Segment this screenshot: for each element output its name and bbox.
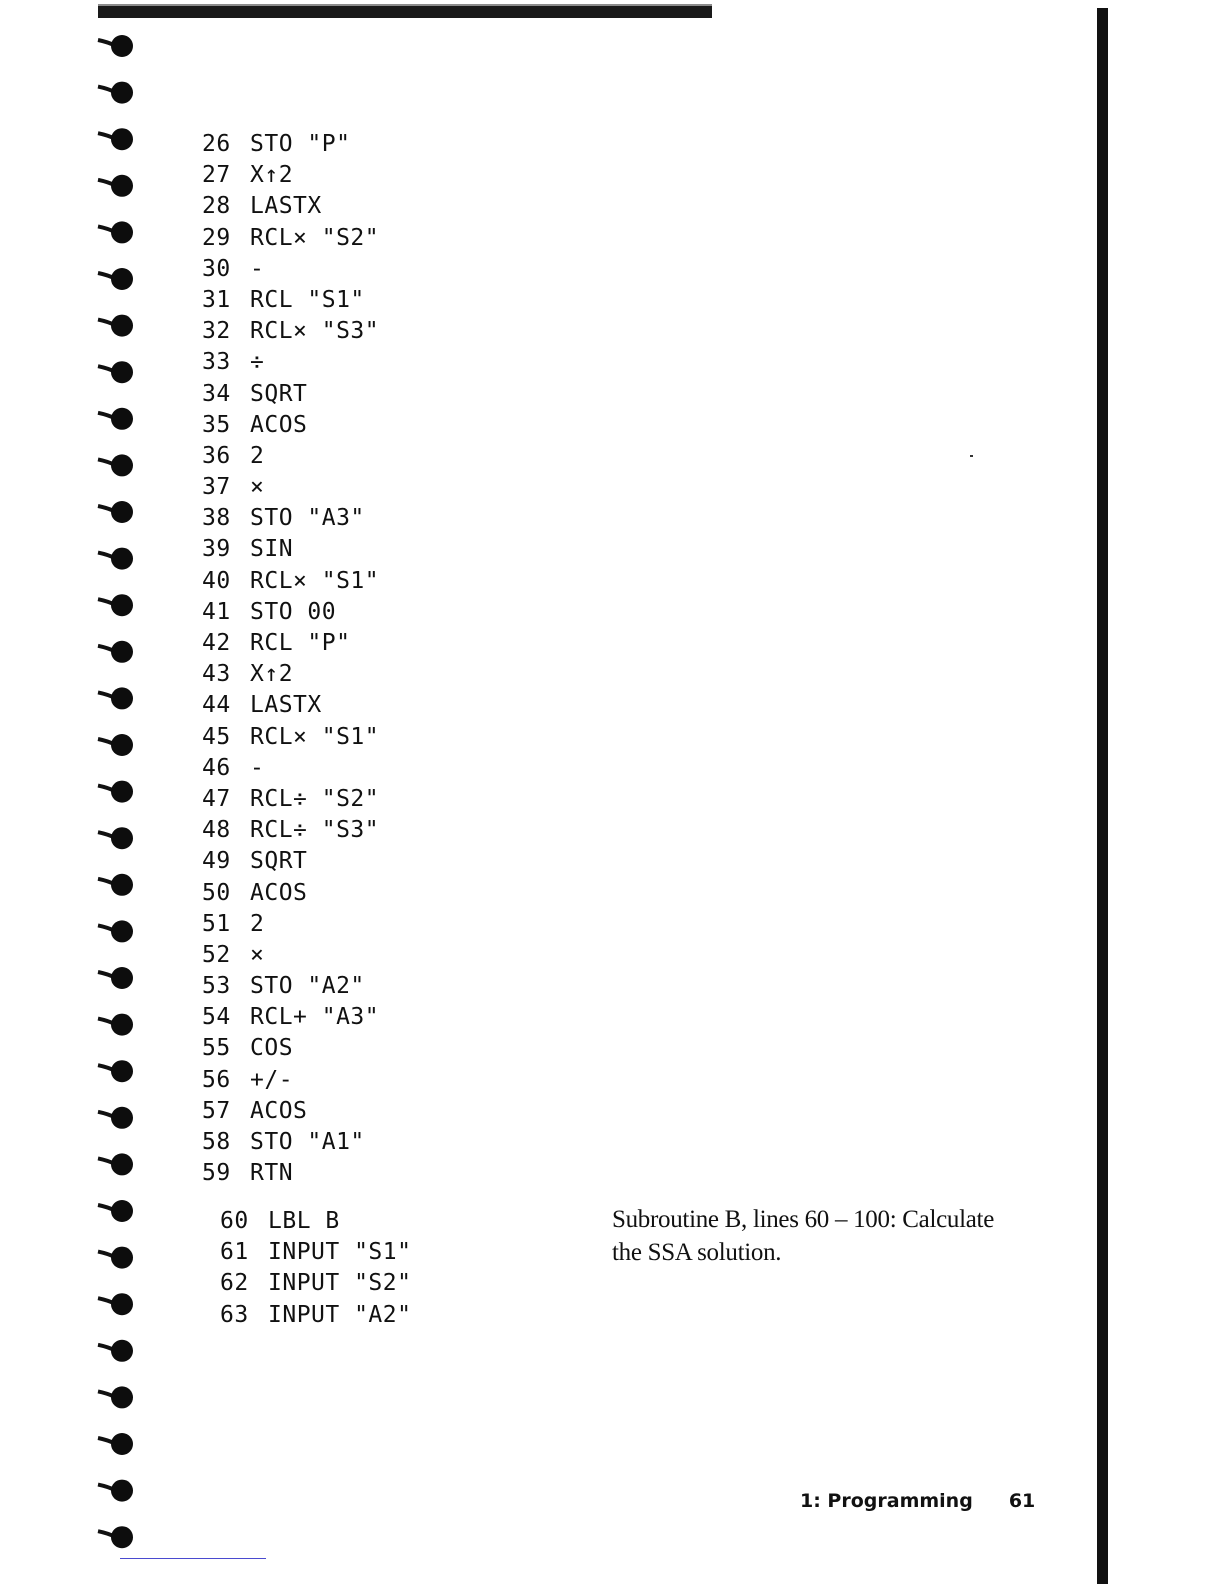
code-line: 32 RCL× "S3" [202,318,380,345]
binding-hole-icon [98,1386,133,1408]
caption-line-2: the SSA solution. [612,1239,782,1266]
code-line: 58 STO "A1" [202,1129,365,1155]
program-listing-lines-60-63 [220,1206,411,1331]
code-line: 26 STO "P" [202,131,351,157]
spiral-binding [96,30,148,1584]
binding-hole-icon [98,221,133,243]
binding-hole-icon [98,175,133,197]
binding-hole-icon [98,967,133,989]
binding-hole-icon [98,1340,133,1362]
binding-hole-icon [98,128,133,150]
stray-mark [970,455,973,457]
code-line: 61 INPUT "S1" [220,1239,412,1266]
code-line: 45 RCL× "S1" [202,723,380,750]
binding-hole-icon [98,781,133,803]
binding-hole-icon [98,1060,133,1082]
binding-hole-icon [98,1480,133,1502]
code-line: 31 RCL "S1" [202,286,365,313]
code-line: 34 SQRT [202,380,308,407]
page-number: 61 [1008,1490,1036,1512]
page-footer [800,1490,1035,1512]
code-line: 51 2 [202,910,265,937]
binding-hole-icon [98,454,133,476]
code-line: 30 - [202,255,265,282]
code-line: 38 STO "A3" [202,505,365,532]
code-line: 48 RCL÷ "S3" [202,817,380,844]
code-line: 41 STO 00 [202,598,337,625]
top-border [98,6,712,18]
binding-hole-icon [98,1526,133,1548]
binding-hole-icon [98,641,133,663]
code-line: 50 ACOS [202,879,308,906]
binding-hole-icon [98,1107,133,1129]
binding-hole-icon [98,874,133,896]
code-line: 59 RTN [202,1160,294,1187]
binding-holes-icon [96,30,148,1584]
code-line: 57 ACOS [202,1097,308,1124]
program-listing-lines-26-59 [202,129,379,1189]
bottom-rule [120,1558,266,1559]
code-line: 55 COS [202,1035,294,1062]
binding-hole-icon [98,827,133,849]
binding-hole-icon [98,1014,133,1036]
code-line: 28 LASTX [202,193,322,220]
code-line: 37 × [202,474,265,501]
binding-hole-icon [98,1153,133,1175]
code-line: 62 INPUT "S2" [220,1270,412,1297]
code-line: 35 ACOS [202,411,308,438]
binding-hole-icon [98,361,133,383]
code-line: 53 STO "A2" [202,973,365,1000]
binding-hole-icon [98,920,133,942]
code-line: 36 2 [202,442,265,469]
binding-hole-icon [98,687,133,709]
binding-hole-icon [98,35,133,57]
code-line: 46 - [202,754,265,781]
binding-hole-icon [98,1293,133,1315]
binding-hole-icon [98,82,133,104]
code-line: 60 LBL B [220,1208,340,1234]
code-line: 39 SIN [202,536,294,563]
code-line: 49 SQRT [202,848,308,875]
binding-hole-icon [98,268,133,290]
code-line: 63 INPUT "A2" [220,1301,412,1328]
binding-hole-icon [98,734,133,756]
chapter-title: 1: Programming [800,1490,973,1512]
code-line: 42 RCL "P" [202,630,351,656]
code-line: 44 LASTX [202,692,322,719]
code-line: 43 X↑2 [202,661,294,688]
code-line: 27 X↑2 [202,162,294,189]
binding-hole-icon [98,315,133,337]
binding-hole-icon [98,1247,133,1269]
code-line: 56 +/- [202,1066,294,1093]
binding-hole-icon [98,408,133,430]
binding-hole-icon [98,1433,133,1455]
code-line: 29 RCL× "S2" [202,224,380,251]
code-line: 54 RCL+ "A3" [202,1004,380,1031]
right-page-edge [1097,8,1108,1584]
subroutine-caption [612,1203,1072,1269]
code-line: 47 RCL÷ "S2" [202,785,380,812]
caption-line-1: Subroutine B, lines 60 – 100: Calculate [612,1206,995,1233]
binding-hole-icon [98,594,133,616]
code-line: 40 RCL× "S1" [202,567,380,594]
code-line: 52 × [202,941,265,968]
binding-hole-icon [98,548,133,570]
binding-hole-icon [98,501,133,523]
code-line: 33 ÷ [202,349,265,376]
binding-hole-icon [98,1200,133,1222]
